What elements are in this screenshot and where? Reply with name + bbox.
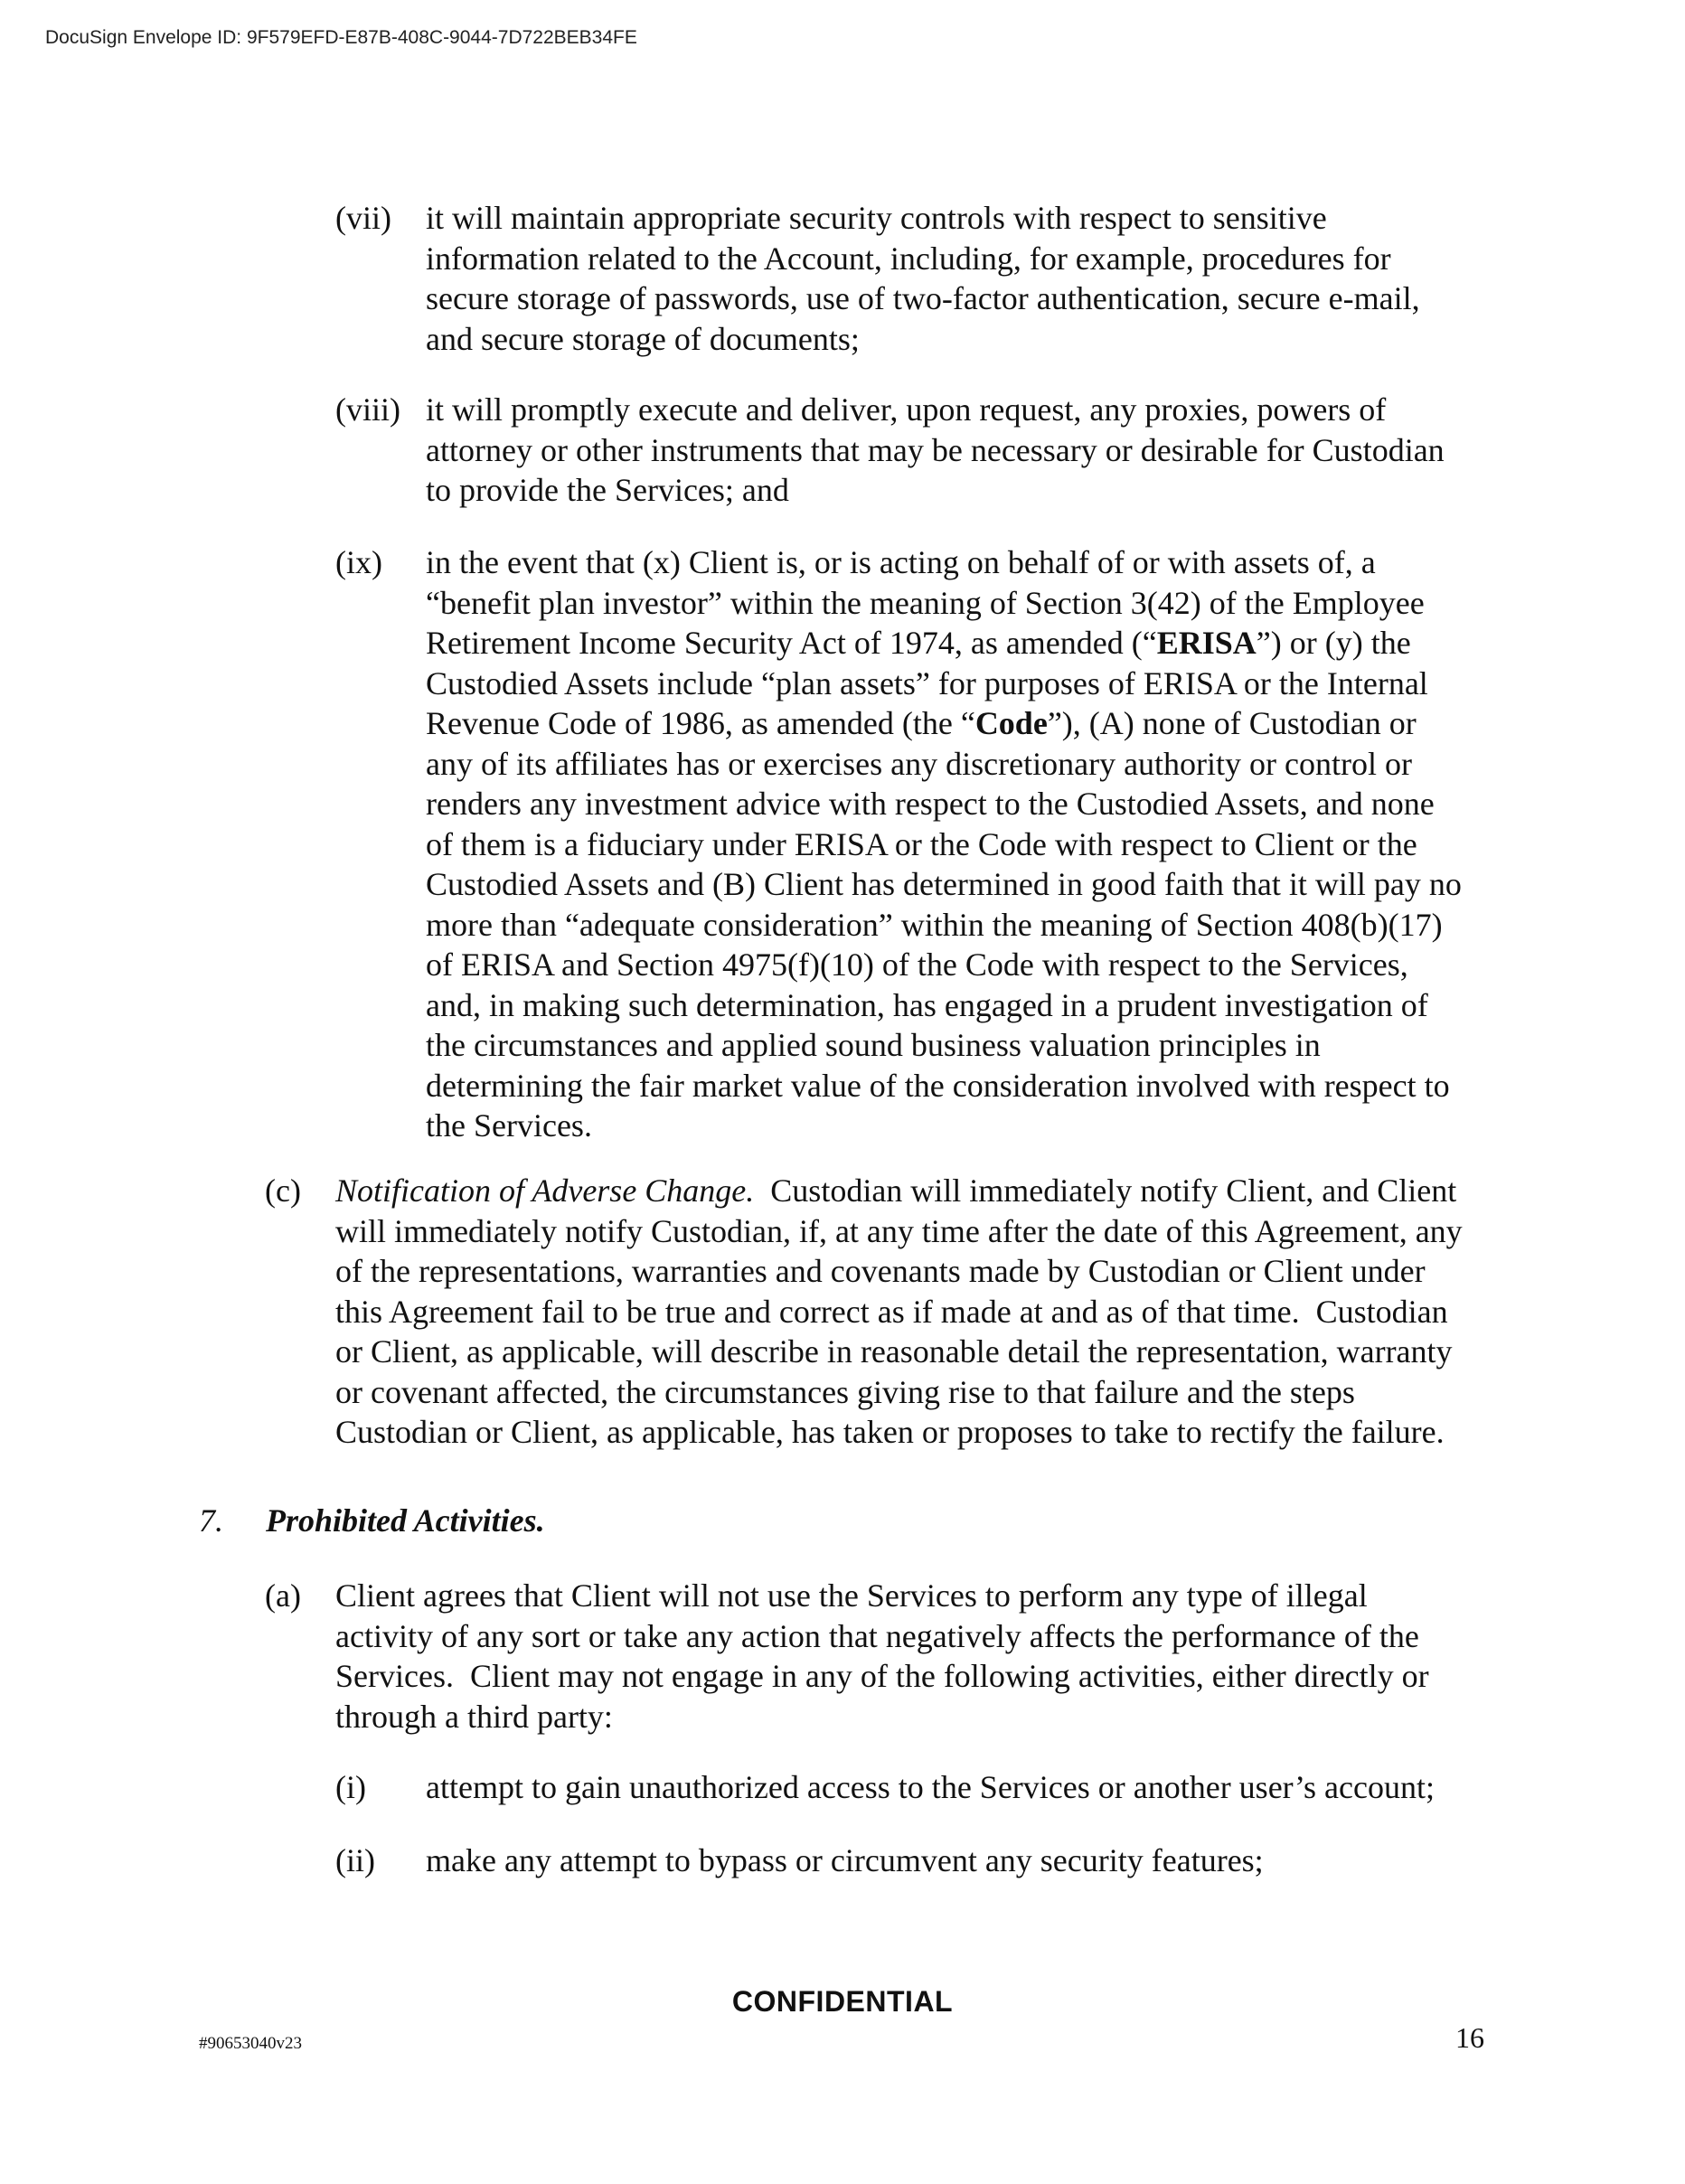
item-ix-line: the circumstances and applied sound business valuation principles in xyxy=(426,1027,1321,1063)
item-ix-line: “benefit plan investor” within the meaning of Section 3(42) of the Employee xyxy=(426,584,1425,621)
item-ix-line: of ERISA and Section 4975(f)(10) of the Code with respect to the Services, xyxy=(426,946,1408,983)
item-a-text xyxy=(335,1576,1429,1737)
item-ix-line: in the event that (x) Client is, or is acting on behalf of or with assets of, a xyxy=(426,544,1376,580)
item-viii-text xyxy=(426,390,1445,511)
defined-term-erisa: ERISA xyxy=(1156,625,1257,661)
item-c-line: or Client, as applicable, will describe in reasonable detail the representation, warranty xyxy=(335,1333,1453,1370)
item-c-label: (c) xyxy=(265,1172,301,1209)
item-ix-line: and, in making such determination, has engaged in a prudent investigation of xyxy=(426,986,1428,1023)
confidential-label: CONFIDENTIAL xyxy=(731,1985,954,2018)
item-ii-line: make any attempt to bypass or circumvent any security features; xyxy=(426,1842,1264,1878)
document-id: #90653040v23 xyxy=(199,2034,302,2053)
item-viii-label: (viii) xyxy=(335,391,400,428)
item-c-line: will immediately notify Custodian, if, at any time after the date of this Agreement, any xyxy=(335,1212,1463,1249)
item-a-line: activity of any sort or take any action that negatively affects the performance of the xyxy=(335,1617,1419,1654)
item-a-label: (a) xyxy=(265,1577,301,1614)
item-ix-text xyxy=(426,542,1462,1146)
item-c-text xyxy=(335,1171,1463,1453)
section-7-number: 7. xyxy=(199,1502,223,1539)
item-ix-line: the Services. xyxy=(426,1107,592,1144)
docusign-envelope-id: DocuSign Envelope ID: 9F579EFD-E87B-408C-9044-7D722BEB34FE xyxy=(45,27,637,48)
item-ix-line: Custodied Assets include “plan assets” for purposes of ERISA or the Internal xyxy=(426,664,1428,701)
item-a-line: through a third party: xyxy=(335,1698,613,1735)
item-ix-line: determining the fair market value of the consideration involved with respect to xyxy=(426,1067,1450,1104)
item-ix-line xyxy=(426,703,1462,744)
item-vii-text xyxy=(426,198,1420,359)
text-fragment: Custodian will immediately notify Client, and Client xyxy=(754,1172,1457,1209)
item-c-line: this Agreement fail to be true and correct as if made at and as of that time. Custodian xyxy=(335,1293,1448,1330)
page-number: 16 xyxy=(1455,2021,1484,2054)
section-7-title: Prohibited Activities. xyxy=(266,1502,545,1539)
text-fragment: ”), (A) none of Custodian or xyxy=(1047,705,1417,741)
item-a-line: Client agrees that Client will not use the Services to perform any type of illegal xyxy=(335,1577,1368,1614)
item-viii-line: attorney or other instruments that may be necessary or desirable for Custodian xyxy=(426,431,1445,468)
item-c-title: Notification of Adverse Change. xyxy=(335,1172,755,1209)
item-ix-label: (ix) xyxy=(335,544,382,580)
text-fragment: Retirement Income Security Act of 1974, as amended (“ xyxy=(426,625,1157,661)
item-ix-line xyxy=(426,623,1462,664)
item-c-line: of the representations, warranties and covenants made by Custodian or Client under xyxy=(335,1253,1426,1289)
item-ii-label: (ii) xyxy=(335,1842,375,1878)
item-vii-line: it will maintain appropriate security controls with respect to sensitive xyxy=(426,200,1327,236)
item-vii-label: (vii) xyxy=(335,200,391,236)
item-i-text xyxy=(426,1767,1435,1808)
item-c-line: or covenant affected, the circumstances giving rise to that failure and the steps xyxy=(335,1373,1355,1410)
item-i-label: (i) xyxy=(335,1769,366,1805)
text-fragment: Revenue Code of 1986, as amended (the “ xyxy=(426,705,975,741)
item-ix-line: Custodied Assets and (B) Client has determined in good faith that it will pay no xyxy=(426,866,1462,902)
item-c-line: Custodian or Client, as applicable, has taken or proposes to take to rectify the failure. xyxy=(335,1414,1445,1450)
item-ix-line: any of its affiliates has or exercises any discretionary authority or control or xyxy=(426,745,1412,782)
item-viii-line: it will promptly execute and deliver, upon request, any proxies, powers of xyxy=(426,391,1387,428)
item-vii-line: information related to the Account, including, for example, procedures for xyxy=(426,240,1391,277)
item-ix-line: more than “adequate consideration” within the meaning of Section 408(b)(17) xyxy=(426,906,1443,943)
item-a-line: Services. Client may not engage in any of the following activities, either directly or xyxy=(335,1658,1429,1694)
text-fragment: ”) or (y) the xyxy=(1256,625,1411,661)
item-ii-text xyxy=(426,1840,1264,1881)
item-ix-line: of them is a fiduciary under ERISA or the Code with respect to Client or the xyxy=(426,825,1417,862)
item-vii-line: secure storage of passwords, use of two-factor authentication, secure e-mail, xyxy=(426,280,1420,316)
item-ix-line: renders any investment advice with respect to the Custodied Assets, and none xyxy=(426,786,1435,822)
item-vii-line: and secure storage of documents; xyxy=(426,320,860,357)
item-viii-line: to provide the Services; and xyxy=(426,472,789,508)
defined-term-code: Code xyxy=(974,705,1048,741)
item-c-line xyxy=(335,1171,1463,1211)
item-i-line: attempt to gain unauthorized access to the Services or another user’s account; xyxy=(426,1769,1435,1805)
